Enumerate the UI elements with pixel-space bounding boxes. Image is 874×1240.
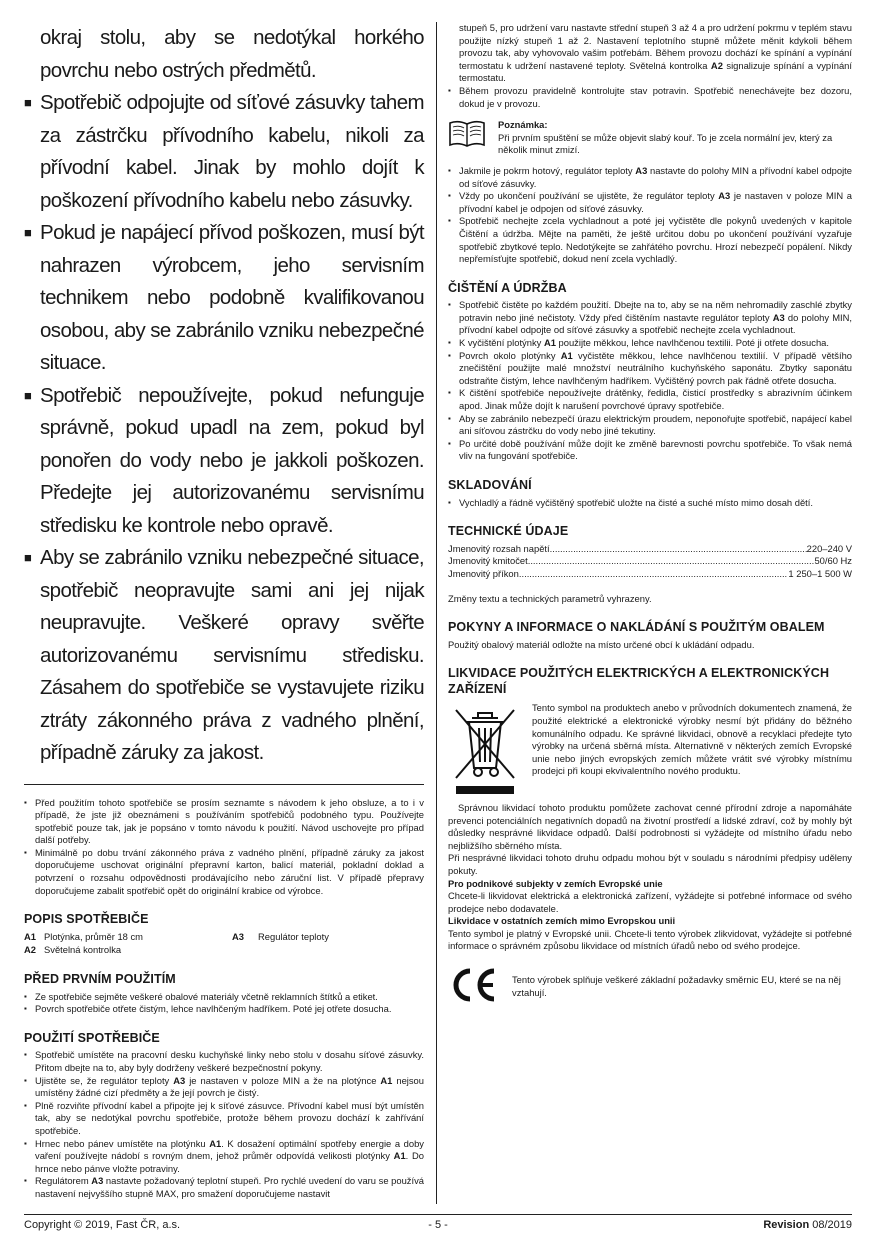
list-item: ▪ Povrch spotřebiče otřete čistým, lehce navlhčeným hadříkem. Poté jej otřete dosucha. xyxy=(24,1003,424,1016)
list-item: ▪ Během provozu pravidelně kontrolujte stav potravin. Spotřebič nenechávejte bez dozoru, dokud je v provozu. xyxy=(448,85,852,110)
spec-row: Jmenovitý rozsah napětí ..... 220–240 V xyxy=(448,543,852,556)
list-item: ▪ Spotřebič nechejte zcela vychladnout a poté jej vyčistěte dle pokynů uvedených v kapitole Čištění a údržba. Mějte na paměti, že ještě určitou dobu po ukončení používání vyzařuje spotřebič zbytkové teplo. Nedotýkejte se zahřátého povrchu. Hrozí nebezpečí popálení. Nikdy nepřemísťujte spotřebič, dokud není zcela vychladlý. xyxy=(448,215,852,265)
revision xyxy=(763,1219,852,1231)
spec-row: Jmenovitý kmitočet ..... 50/60 Hz xyxy=(448,555,852,568)
section-heading-technicke: TECHNICKÉ ÚDAJE xyxy=(448,524,569,539)
recycling-text: Tento symbol na produktech anebo v průvodních dokumentech znamená, že použité elektrické a elektronické výrobky nesmí být přidány do běžného komunálního odpadu. Ke správné likvidaci, obnově a recyklaci předejte tyto výrobky na určená sběrná místa. Alternativně v některých zemích Evropské unie nebo jiných evropských zemích můžete vrátit své výrobky místnímu prodejci při koupi ekvivalentního nového produktu. xyxy=(532,702,852,777)
list-item: ▪ Spotřebič umístěte na pracovní desku kuchyňské linky nebo stolu v dosahu síťové zásuvky. Přitom dbejte na to, aby byly dodrženy veškeré bezpečnostní pokyny. xyxy=(24,1049,424,1074)
section-heading-likvidace: LIKVIDACE POUŽITÝCH ELEKTRICKÝCH A ELEKTRONICKÝCH ZAŘÍZENÍ xyxy=(448,666,830,697)
list-item: ▪ Ujistěte se, že regulátor teploty A3 je nastaven v poloze MIN a že na plotýnce A1 nejsou umístěny žádné cizí předměty a že její povrch je čistý. xyxy=(24,1075,424,1100)
safety-warnings xyxy=(24,22,424,770)
part-label: Světelná kontrolka xyxy=(44,944,122,956)
note-box xyxy=(448,119,852,157)
recycling-text-3: Při nesprávné likvidaci tohoto druhu odpadu mohou být v souladu s národními předpisy uděleny pokuty. xyxy=(448,852,852,876)
intro-list xyxy=(24,797,424,898)
list-item: ▪ Vychladlý a řádně vyčištěný spotřebič uložte na čisté a suché místo mimo dosah dětí. xyxy=(448,497,852,510)
section-heading-skladovani: SKLADOVÁNÍ xyxy=(448,478,532,492)
warning-item: ■ Spotřebič nepoužívejte, pokud nefunguje správně, pokud upadl na zem, pokud byl ponořen do vody nebo je jakkoli poškozen. Předejte jej autorizovanému servisnímu středisku ke kontrole nebo opravě. xyxy=(24,383,424,537)
section-divider xyxy=(24,784,424,785)
list-item: ▪ Aby se zabránilo nebezpečí úrazu elektrickým proudem, neponořujte spotřebič, napájecí kabel ani síťovou zástrčku do vody nebo jiné tekutiny. xyxy=(448,413,852,438)
list-item: ▪ K vyčištění plotýnky A1 použijte měkkou, lehce navlhčenou textilii. Poté ji otřete dosucha. xyxy=(448,337,852,350)
ce-mark-icon xyxy=(448,967,504,1007)
warning-item: ■ Spotřebič odpojujte od síťové zásuvky tahem za zástrčku přívodního kabelu, nikoli za přívodní kabel. Jinak by mohlo dojít k poškození přívodního kabelu nebo zásuvky. xyxy=(24,91,424,212)
footer-divider xyxy=(24,1214,852,1215)
part-code: A3 xyxy=(232,930,244,942)
warning-continuation: okraj stolu, aby se nedotýkal horkého povrchu nebo ostrých předmětů. xyxy=(40,26,424,82)
list-item: ▪ Před použitím tohoto spotřebiče se prosím seznamte s návodem k jeho obsluze, a to i v případě, že jste již obeznámeni s používáním spotřebičů podobného typu. Používejte spotřebič pouze tak, jak je popsáno v tomto návodu k použití. Návod uschovejte pro případ další potřeby. xyxy=(24,797,424,847)
list-item: ▪ Spotřebič čistěte po každém použití. Dbejte na to, aby se na něm nehromadily zaschlé zbytky potravin nebo jiné nečistoty. Vždy před čištěním nastavte regulátor teploty A3 do polohy MIN, přívodní kabel odpojte od síťové zásuvky a spotřebič nechejte zcela vychladnout. xyxy=(448,299,852,337)
list-item: ▪ Minimálně po dobu trvání zákonného práva z vadného plnění, případně záruky za jakost doporučujeme uschovat originální přepravní karton, balicí materiál, pokladní doklad a potvrzení o rozsahu odpovědnosti prodávajícího nebo záruční list. V případě přepravy doporučujeme zabalit spotřebič opět do originální krabice od výrobce. xyxy=(24,847,424,897)
ce-text: Tento výrobek splňuje veškeré základní požadavky směrnic EU, které se na něj vztahují. xyxy=(512,974,841,998)
recycling-block xyxy=(448,702,852,802)
warning-item: ■ Aby se zabránilo vzniku nebezpečné situace, spotřebič neopravujte sami ani jej nijak neupravujte. Veškeré opravy svěřte autorizovanému servisnímu středisku. Zásahem do spotřebiče se vystavujete riziku ztráty zákonného práva z vadného plnění, případně záruky za jakost. xyxy=(24,546,424,764)
recycling-text-2: Správnou likvidací tohoto produktu pomůžete zachovat cenné přírodní zdroje a napomáháte prevenci potenciálních negativních dopadů na životní prostředí a lidské zdraví, což by mohly být důsledky nesprávné likvidace odpadů. Další podrobnosti si vyžádejte od místního úřadu nebo nejbližšího sběrného místa. xyxy=(448,801,852,851)
column-divider xyxy=(436,22,437,1204)
section-heading-obal: POKYNY A INFORMACE O NAKLÁDÁNÍ S POUŽITÝM OBALEM xyxy=(448,620,825,635)
revision-label: Revision xyxy=(763,1219,810,1231)
ce-block xyxy=(448,967,852,1007)
list-item: ▪ Regulátorem A3 nastavte požadovaný teplotní stupeň. Pro rychlé uvedení do varu se používá nastavení nejvyššího stupně MAX, pro smažení doporučujeme nastavit xyxy=(24,1175,424,1200)
section-heading-popis: POPIS SPOTŘEBIČE xyxy=(24,912,149,927)
business-heading: Pro podnikové subjekty v zemích Evropské unie xyxy=(448,877,663,889)
list-item: ▪ Plně rozviňte přívodní kabel a připojte jej k síťové zásuvce. Přívodní kabel musí být umístěn tak, aby se nedotýkal povrchu spotřebiče, protože během provozu dochází k zahřívání spotřebiče. xyxy=(24,1100,424,1138)
list-item: ▪ Hrnec nebo pánev umístěte na plotýnku A1. K dosažení optimální spotřeby energie a doby vaření používejte nádobí s rovným dnem, jehož průměr odpovídá velikosti plotýnky A1. Do hrnce nebo pánve vložte potraviny. xyxy=(24,1138,424,1176)
part-code: A1 xyxy=(24,930,36,942)
list-item: ▪ Povrch okolo plotýnky A1 vyčistěte měkkou, lehce navlhčenou textilií. V případě většího znečištění použijte malé množství neutrálního kuchyňského saponátu. Zbytky saponátu odstraňte čistým, lehce navlhčeným hadříkem. Vyčištěný povrch pak řádně otřete dosucha. xyxy=(448,350,852,388)
list-item: ▪ Ze spotřebiče sejměte veškeré obalové materiály včetně reklamních štítků a etiket. xyxy=(24,991,424,1004)
book-icon xyxy=(448,119,486,157)
page-number: - 5 - xyxy=(428,1219,448,1231)
prvni-list xyxy=(24,991,424,1016)
obal-text: Použitý obalový materiál odložte na místo určené obcí k ukládání odpadu. xyxy=(448,638,755,650)
spec-row: Jmenovitý příkon ..... 1 250–1 500 W xyxy=(448,568,852,581)
pouziti-list xyxy=(24,1049,424,1200)
right-column xyxy=(448,22,852,1007)
list-item: ▪ Vždy po ukončení používání se ujistěte, že regulátor teploty A3 je nastaven v poloze MIN a přívodní kabel je odpojen od síťové zásuvky. xyxy=(448,190,852,215)
list-item: ▪ Jakmile je pokrm hotový, regulátor teploty A3 nastavte do polohy MIN a přívodní kabel odpojte od síťové zásuvky. xyxy=(448,165,852,190)
crossed-bin-icon xyxy=(448,702,524,802)
business-text: Chcete-li likvidovat elektrická a elektronická zařízení, vyžádejte si potřebné informace od svého prodejce nebo dodavatele. xyxy=(448,890,852,914)
revision-date: 08/2019 xyxy=(812,1219,852,1231)
list-item: ▪ K čištění spotřebiče nepoužívejte drátěnky, ředidla, čisticí prostředky s abrazivním účinkem apod. Jinak může dojít k narušení povrchové úpravy spotřebiče. xyxy=(448,387,852,412)
spec-table xyxy=(448,543,852,581)
part-label: Plotýnka, průměr 18 cm xyxy=(44,930,143,942)
part-label: Regulátor teploty xyxy=(258,930,329,942)
continued-paragraph: stupeň 5, pro udržení varu nastavte střední stupeň 3 až 4 a pro udržení pokrmu v teplém stavu použijte nízký stupeň 1 až 2. Nastavení teplotního stupně můžete měnit kdykoli během provozu tak, aby vyhovovalo vašim potřebám. Během provozu dochází ke spínání a vypínání termostatu k udržení nastavené teploty. Světelná kontrolka A2 signalizuje spínání a vypínání termostatu. xyxy=(459,22,853,84)
list-item: ▪ Po určité době používání může dojít ke změně barevnosti povrchu spotřebiče. To však nemá vliv na fungování spotřebiče. xyxy=(448,438,852,463)
continued-list xyxy=(448,85,852,110)
non-eu-text: Tento symbol je platný v Evropské unii. Chcete-li tento výrobek zlikvidovat, vyžádejte si potřebné informace o správném způsobu likvidace od místních úřadů nebo od svého prodejce. xyxy=(448,927,852,952)
section-heading-prvni: PŘED PRVNÍM POUŽITÍM xyxy=(24,972,176,987)
section-heading-pouziti: POUŽITÍ SPOTŘEBIČE xyxy=(24,1030,160,1045)
note-text: Při prvním spuštění se může objevit slabý kouř. To je zcela normální jev, který za několik minut zmizí. xyxy=(498,131,833,156)
section-heading-cisteni: ČIŠTĚNÍ A ÚDRŽBA xyxy=(448,280,567,295)
changes-note: Změny textu a technických parametrů vyhrazeny. xyxy=(448,592,652,604)
parts-list xyxy=(24,931,424,957)
cisteni-list xyxy=(448,299,852,463)
left-column xyxy=(24,22,424,1201)
after-use-list xyxy=(448,165,852,266)
part-code: A2 xyxy=(24,944,36,956)
sklad-list xyxy=(448,497,852,510)
non-eu-heading: Likvidace v ostatních zemích mimo Evropskou unii xyxy=(448,915,676,927)
warning-item: ■ Pokud je napájecí přívod poškozen, musí být nahrazen výrobcem, jeho servisním technikem nebo podobně kvalifikovanou osobou, aby se zabránilo vzniku nebezpečné situace. xyxy=(24,221,424,374)
copyright: Copyright © 2019, Fast ČR, a.s. xyxy=(24,1219,181,1231)
note-title: Poznámka: xyxy=(498,119,548,131)
